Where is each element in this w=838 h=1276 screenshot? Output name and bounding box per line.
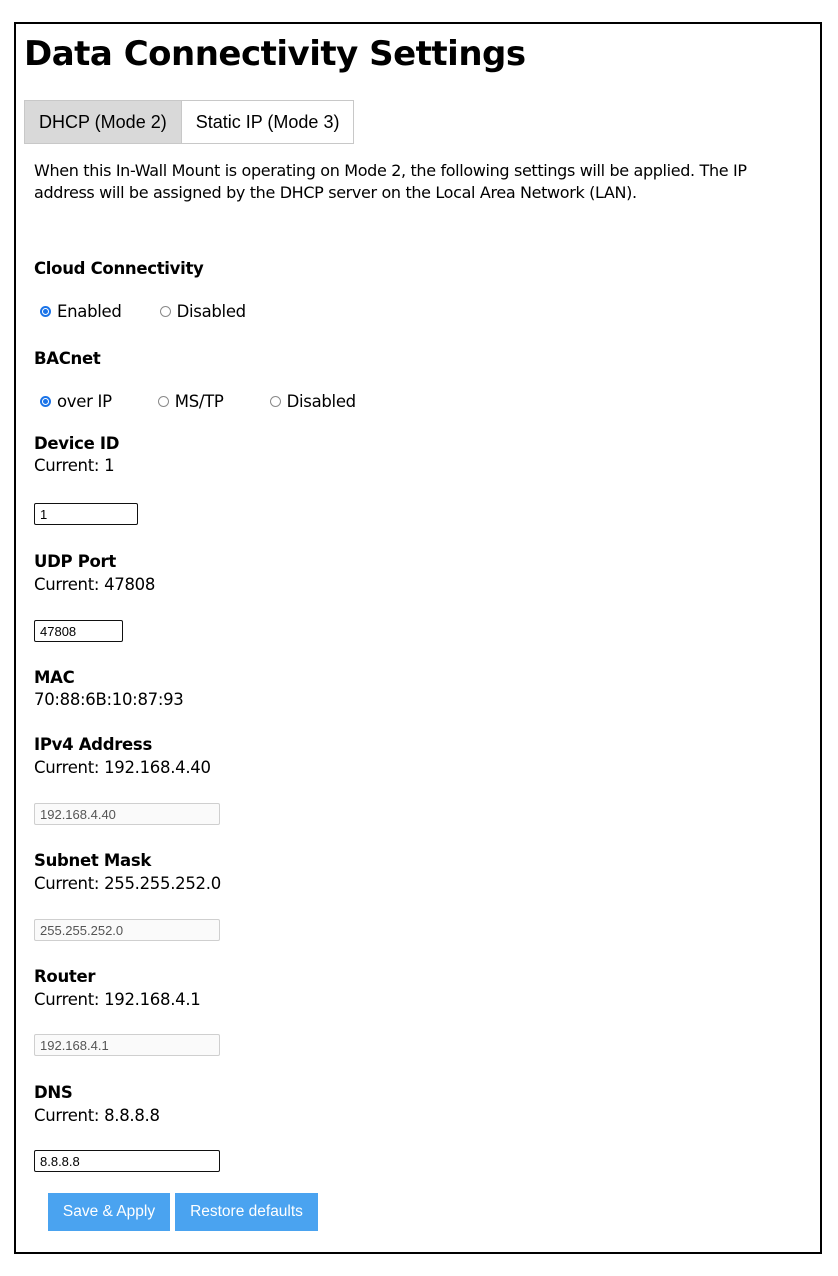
cloud-disabled-radio[interactable] [160,306,171,317]
cloud-enabled-option[interactable] [40,302,122,321]
dns-label: DNS [34,1083,73,1102]
subnet-mask-label: Subnet Mask [34,851,152,870]
bacnet-over-ip-option[interactable] [40,392,112,411]
bacnet-over-ip-label: over IP [57,391,112,411]
cloud-disabled-label: Disabled [176,301,246,321]
bacnet-over-ip-radio[interactable] [40,396,51,407]
tab-static-ip[interactable]: Static IP (Mode 3) [181,101,354,143]
bacnet-mstp-label: MS/TP [174,391,224,411]
mode-description: When this In-Wall Mount is operating on Mode 2, the following settings will be applied. The IP address will be assigned by the DHCP server on the Local Area Network (LAN). [34,161,747,202]
ipv4-current: Current: 192.168.4.40 [34,758,211,777]
device-id-input[interactable] [34,503,138,525]
udp-port-input[interactable] [34,620,123,642]
device-id-current: Current: 1 [34,456,115,475]
subnet-mask-input [34,919,220,941]
restore-defaults-button[interactable]: Restore defaults [175,1193,318,1231]
udp-port-current: Current: 47808 [34,575,156,594]
bacnet-disabled-option[interactable] [270,392,356,411]
cloud-enabled-radio[interactable] [40,306,51,317]
router-input [34,1034,220,1056]
udp-port-label: UDP Port [34,552,116,571]
settings-panel [14,22,822,1254]
bacnet-mstp-radio[interactable] [158,396,169,407]
bacnet-label: BACnet [34,349,101,368]
router-current: Current: 192.168.4.1 [34,990,201,1009]
bacnet-disabled-label: Disabled [286,391,356,411]
tab-dhcp[interactable]: DHCP (Mode 2) [25,101,181,143]
bacnet-radio-group [40,389,356,413]
ipv4-input [34,803,220,825]
device-id-label: Device ID [34,434,120,453]
bacnet-mstp-option[interactable] [158,392,224,411]
ipv4-label: IPv4 Address [34,735,152,754]
page-title: Data Connectivity Settings [24,34,526,74]
save-apply-button[interactable]: Save & Apply [48,1193,170,1231]
cloud-enabled-label: Enabled [57,301,122,321]
dns-current: Current: 8.8.8.8 [34,1106,160,1125]
mac-value: 70:88:6B:10:87:93 [34,690,184,709]
cloud-connectivity-label: Cloud Connectivity [34,259,204,278]
bacnet-disabled-radio[interactable] [270,396,281,407]
mac-label: MAC [34,668,75,687]
cloud-disabled-option[interactable] [160,302,246,321]
mode-tabs [24,100,354,144]
router-label: Router [34,967,96,986]
cloud-connectivity-radio-group [40,299,246,323]
dns-input[interactable] [34,1150,220,1172]
subnet-mask-current: Current: 255.255.252.0 [34,874,221,893]
